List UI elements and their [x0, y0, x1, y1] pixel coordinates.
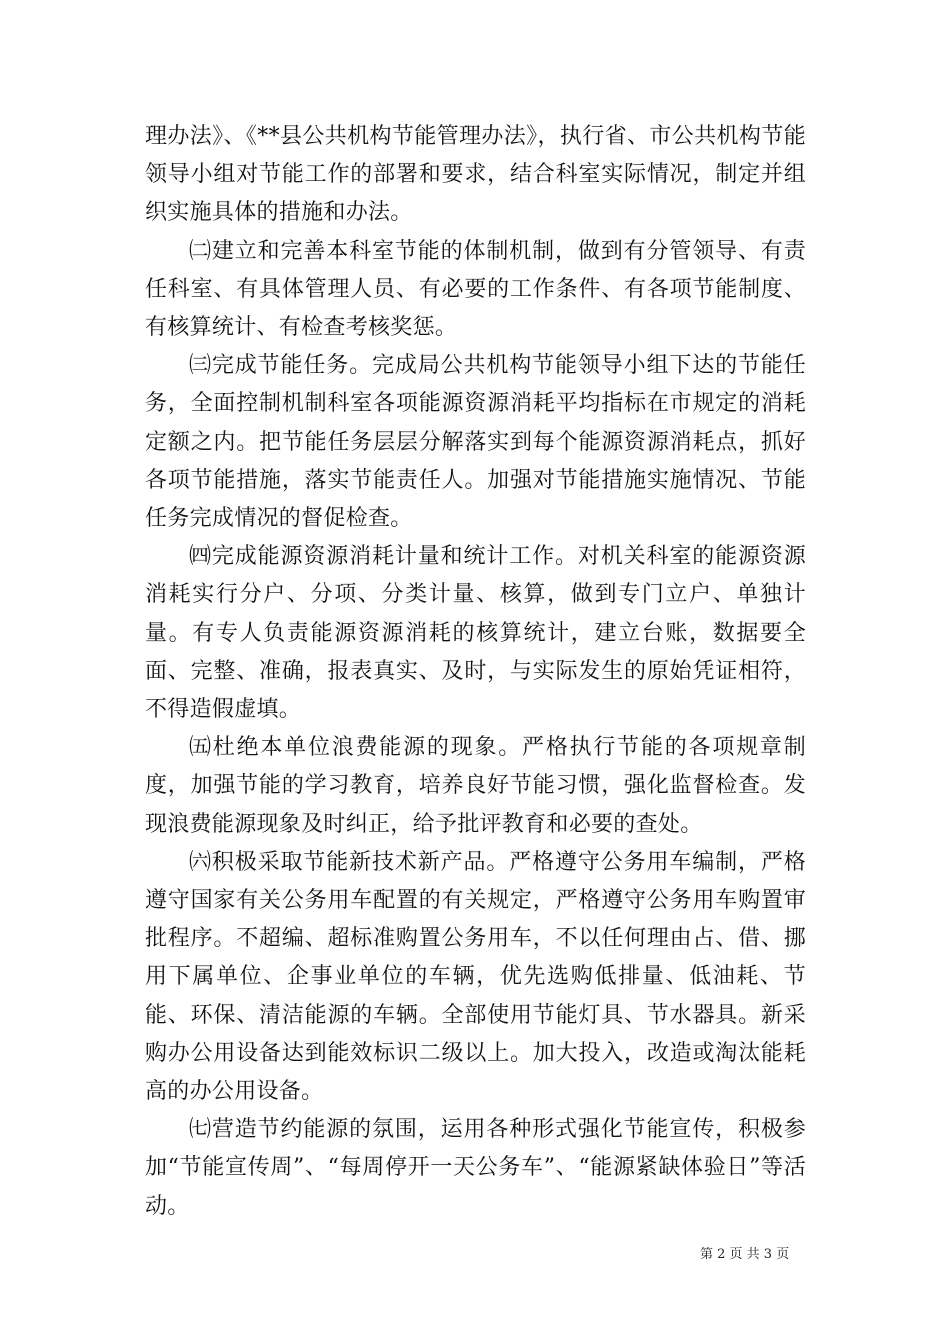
paragraph-2: ㈡建立和完善本科室节能的体制机制，做到有分管领导、有责任科室、有具体管理人员、有必要的工作条件、有各项节能制度、有核算统计、有检查考核奖惩。 [145, 238, 806, 341]
paragraph-7: ㈦营造节约能源的氛围，运用各种形式强化节能宣传，积极参加“节能宣传周”、“每周停开一天公务车”、“能源紧缺体验日”等活动。 [145, 1117, 806, 1219]
paragraph-5: ㈤杜绝本单位浪费能源的现象。严格执行节能的各项规章制度，加强节能的学习教育，培养良好节能习惯，强化监督检查。发现浪费能源现象及时纠正，给予批评教育和必要的查处。 [145, 735, 806, 837]
paragraph-3: ㈢完成节能任务。完成局公共机构节能领导小组下达的节能任务，全面控制机制科室各项能源资源消耗平均指标在市规定的消耗定额之内。把节能任务层层分解落实到每个能源资源消耗点，抓好各项节能措施，落实节能责任人。加强对节能措施实施情况、节能任务完成情况的督促检查。 [145, 353, 806, 532]
paragraph-4: ㈣完成能源资源消耗计量和统计工作。对机关科室的能源资源消耗实行分户、分项、分类计量、核算，做到专门立户、单独计量。有专人负责能源资源消耗的核算统计，建立台账，数据要全面、完整、准确，报表真实、及时，与实际发生的原始凭证相符，不得造假虚填。 [145, 544, 806, 723]
paragraph-6: ㈥积极采取节能新技术新产品。严格遵守公务用车编制，严格遵守国家有关公务用车配置的有关规定，严格遵守公务用车购置审批程序。不超编、超标准购置公务用车，不以任何理由占、借、挪用下属单位、企事业单位的车辆，优先选购低排量、低油耗、节能、环保、清洁能源的车辆。全部使用节能灯具、节水器具。新采购办公用设备达到能效标识二级以上。加大投入，改造或淘汰能耗高的办公用设备。 [145, 849, 806, 1105]
paragraph-1: 理办法》、《**县公共机构节能管理办法》，执行省、市公共机构节能领导小组对节能工作的部署和要求，结合科室实际情况，制定并组织实施具体的措施和办法。 [145, 124, 806, 226]
document-body [145, 118, 806, 1226]
page-number-footer: 第 2 页 共 3 页 [700, 1247, 790, 1262]
